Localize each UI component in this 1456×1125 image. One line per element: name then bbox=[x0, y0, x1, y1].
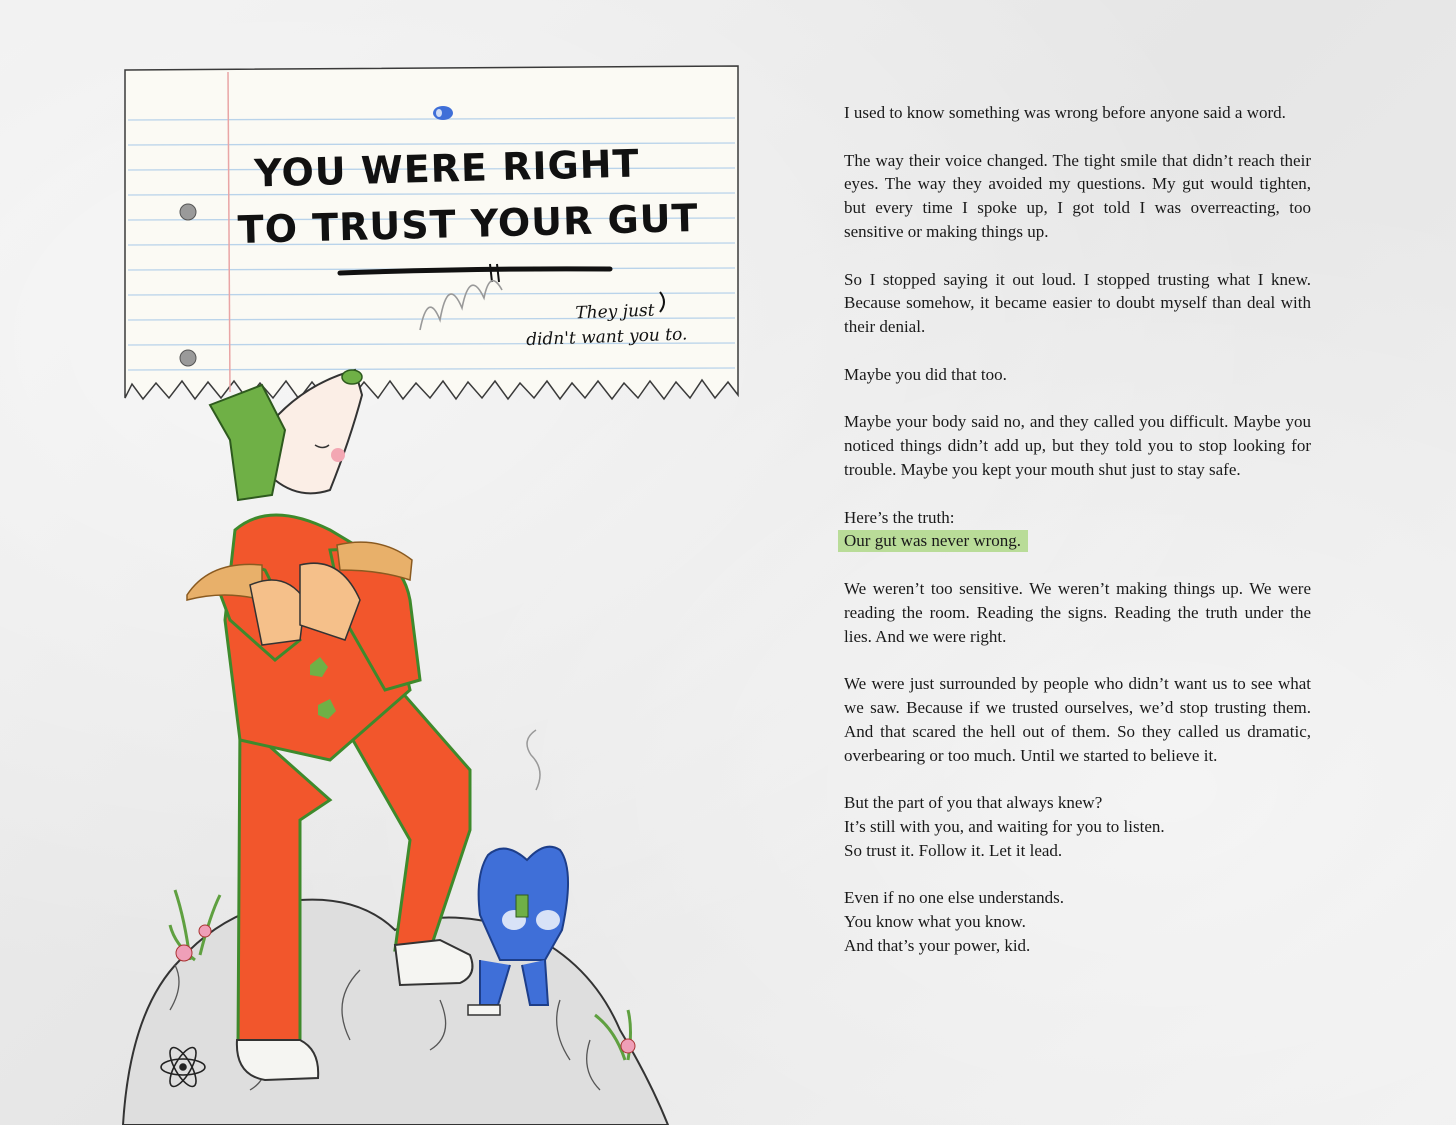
paragraph-9 bbox=[844, 886, 1311, 957]
note-headline-line2: TO TRUST YOUR GUT bbox=[237, 195, 700, 252]
paragraph-8-line-3: So trust it. Follow it. Let it lead. bbox=[844, 840, 1063, 860]
note-headline-line1: YOU WERE RIGHT bbox=[253, 141, 640, 196]
paragraph-9-line-2: You know what you know. bbox=[844, 912, 1026, 932]
truth-intro: Here’s the truth: bbox=[844, 507, 955, 527]
note-aside-line2: didn't want you to. bbox=[525, 324, 688, 351]
note-headline bbox=[237, 135, 700, 258]
paragraph-1: I used to know something was wrong before anyone said a word. bbox=[844, 103, 1286, 122]
paragraph-2: The way their voice changed. The tight smile that didn’t reach their eyes. The way they avoided my questions. My gut would tighten, but every time I spoke up, I got told I was overreacting, too sensitive or making things up. bbox=[844, 150, 1311, 241]
paragraph-8-line-1: But the part of you that always knew? bbox=[844, 793, 1103, 813]
note-aside-line1: They just bbox=[575, 300, 655, 324]
truth-highlight: Our gut was never wrong. bbox=[838, 530, 1028, 552]
article bbox=[844, 101, 1311, 981]
paragraph-9-line-3: And that’s your power, kid. bbox=[844, 935, 1031, 955]
paragraph-5: Maybe your body said no, and they called you difficult. Maybe you noticed things didn’t add up, but they told you to stop looking for trouble. Maybe you kept your mouth shut just to stay safe. bbox=[844, 412, 1311, 479]
paragraph-7: We were just surrounded by people who didn’t want us to see what we saw. Because if we trusted ourselves, we’d stop trusting them. And that scared the hell out of them. So they called us dramatic, overbearing or too much. Until we started to believe it. bbox=[844, 674, 1311, 765]
paragraph-8 bbox=[844, 791, 1311, 862]
paragraph-3: So I stopped saying it out loud. I stopped trusting what I knew. Because somehow, it became easier to doubt myself than deal with their denial. bbox=[844, 269, 1311, 337]
paragraph-6: We weren’t too sensitive. We weren’t making things up. We were reading the room. Reading the signs. Reading the truth under the lies. And we were right. bbox=[844, 578, 1311, 646]
truth-block bbox=[844, 506, 1311, 554]
note-aside bbox=[524, 297, 706, 353]
paragraph-4: Maybe you did that too. bbox=[844, 364, 1007, 384]
paragraph-8-line-2: It’s still with you, and waiting for you to listen. bbox=[844, 816, 1165, 836]
paragraph-9-line-1: Even if no one else understands. bbox=[844, 888, 1064, 908]
